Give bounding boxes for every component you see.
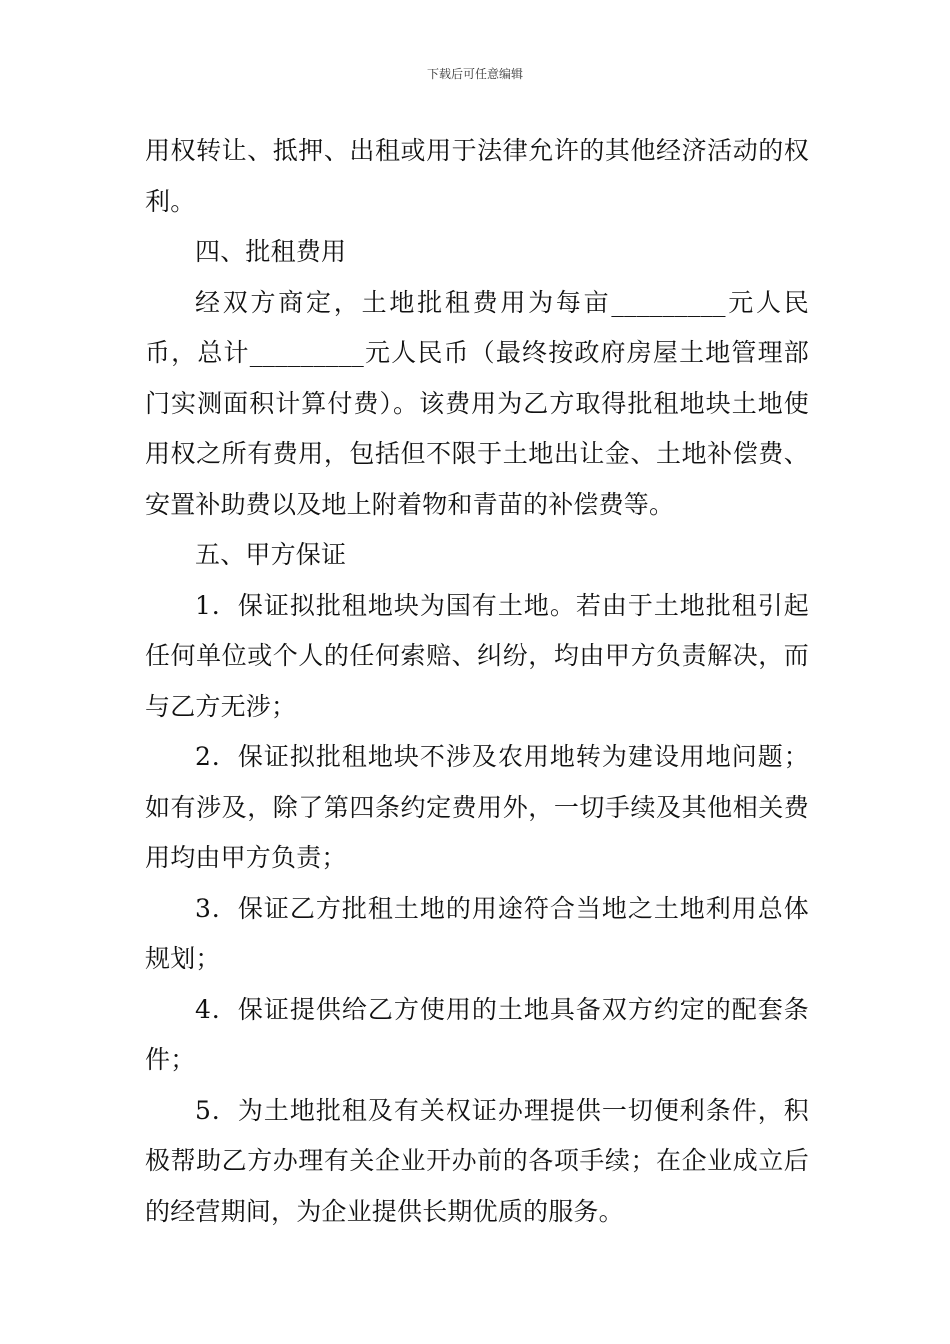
guarantee-item-4: 4．保证提供给乙方使用的土地具备双方约定的配套条件； xyxy=(145,994,809,1074)
paragraph-lease-fees: 经双方商定，土地批租费用为每亩_________元人民币，总计_________元人民币（最终按政府房屋土地管理部门实测面积计算付费）。该费用为乙方取得批租地块土地使用权之所有费用，包括但不限于土地出让金、土地补偿费、安置补助费以及地上附着物和青苗的补偿费等。 xyxy=(145,287,809,519)
page-header: 下载后可任意编辑 xyxy=(426,67,523,81)
guarantee-item-1: 1．保证拟批租地块为国有土地。若由于土地批租引起任何单位或个人的任何索赔、纠纷，均由甲方负责解决，而与乙方无涉； xyxy=(145,590,809,721)
paragraph-continued-rights: 用权转让、抵押、出租或用于法律允许的其他经济活动的权利。 xyxy=(145,136,809,216)
guarantee-item-3: 3．保证乙方批租土地的用途符合当地之土地利用总体规划； xyxy=(145,893,809,973)
document-body xyxy=(145,126,809,1237)
guarantee-item-2: 2．保证拟批租地块不涉及农用地转为建设用地问题；如有涉及，除了第四条约定费用外，一切手续及其他相关费用均由甲方负责； xyxy=(145,742,809,872)
section-heading-party-a-guarantee: 五、甲方保证 xyxy=(195,540,347,569)
guarantee-item-5: 5．为土地批租及有关权证办理提供一切便利条件，积极帮助乙方办理有关企业开办前的各项手续；在企业成立后的经营期间，为企业提供长期优质的服务。 xyxy=(145,1095,809,1226)
section-heading-lease-fees: 四、批租费用 xyxy=(195,237,347,266)
